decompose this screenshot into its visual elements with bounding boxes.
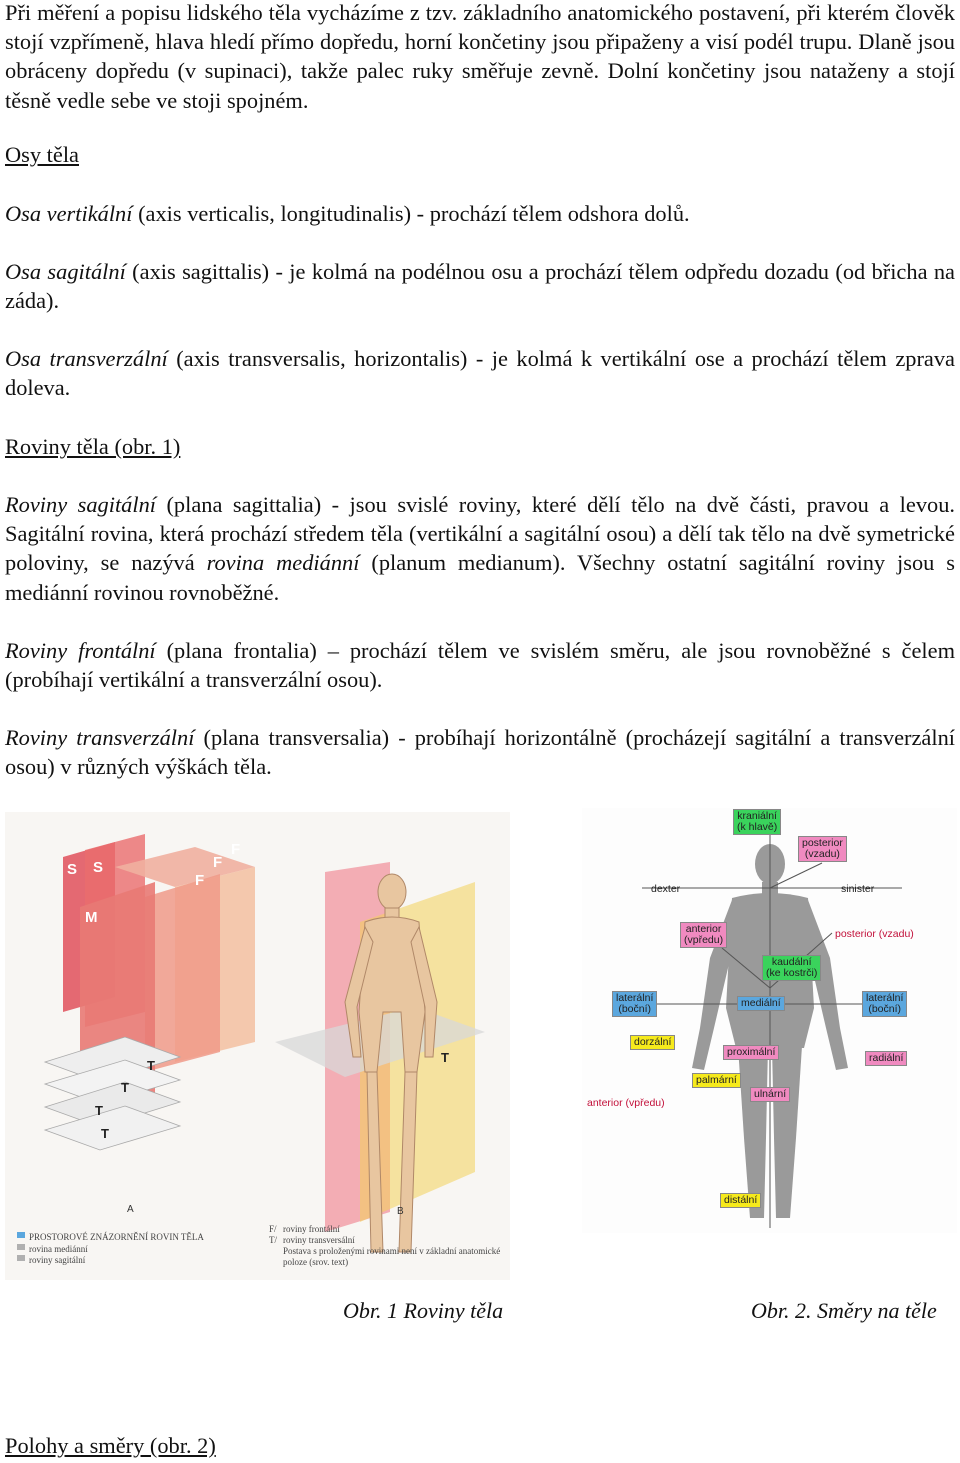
plane-sagittal-text2: (planum medianum). Všechny ostatní sagitální roviny jsou s mediánní rovinou rovnoběžné. [5,550,955,605]
label-dorsal: dorzální [630,1035,675,1050]
label-posterior-side: posterior (vzadu) [835,928,914,940]
letter-s-1: S [67,861,78,878]
label-anterior-bottom: anterior (vpředu) [587,1097,665,1109]
axes-heading [5,140,955,169]
label-posterior-top: posterior (vzadu) [798,836,847,862]
plane-transverse-term: Roviny transverzální [5,725,195,750]
plane-frontal-term: Roviny frontální [5,638,156,663]
legend-sagittal: roviny sagitální [29,1255,86,1265]
axis-sagittal-text: (axis sagittalis) - je kolmá na podélnou osu a prochází tělem odpředu dozadu (od břicha na záda). [5,259,956,314]
plane-sagittal-paragraph [5,490,955,607]
legend-frontal: roviny frontální [283,1224,340,1234]
letter-f-1: F [231,841,241,858]
letter-t-2: T [121,1080,129,1095]
axis-transverse-term: Osa transverzální [5,346,168,371]
axis-vertical-paragraph [5,199,955,228]
axis-sagittal-paragraph [5,257,955,315]
letter-m: M [85,909,98,926]
legend-median: rovina mediánní [29,1244,88,1254]
label-proximal: proximální [723,1045,779,1060]
intro-text: Při měření a popisu lidského těla vycházíme z tzv. základního anatomického postavení, při kterém člověk stojí vzpřímeně, hlava hledí přímo dopředu, horní končetiny jsou připaženy a visí podél trupu. Dlaně jsou obráceny dopředu (v supinaci), takže palec ruky směřuje zevně. Dolní končetiny jsou nataženy a stojí těsně vedle sebe ve stoji spojném. [5,0,955,113]
legend-swatch-2 [17,1244,25,1250]
label-ulnar: ulnární [750,1087,790,1102]
legend-title: PROSTOROVÉ ZNÁZORNĚNÍ ROVIN TĚLA [29,1232,204,1242]
label-caudal: kaudální (ke kostrči) [762,955,821,981]
label-lateral-left: laterální (boční) [612,991,657,1017]
axis-sagittal-term: Osa sagitální [5,259,126,284]
legend-note-2: poloze (srov. text) [283,1257,349,1267]
frontal-plane-2 [145,874,220,1072]
figure-body-directions [582,808,957,1233]
legend-swatch-3 [17,1255,25,1261]
figure-body-planes [5,812,510,1280]
label-dexter: dexter [651,883,681,895]
caption-figure-1: Obr. 1 Roviny těla [343,1298,504,1323]
panel-a-label: A [127,1204,134,1215]
panel-b-label: B [397,1206,404,1217]
planes-heading-text: Roviny těla (obr. 1) [5,434,181,459]
letter-s-2: S [93,859,104,876]
label-radial: radiální [865,1051,907,1066]
plane-frontal-text: (plana frontalia) – prochází tělem ve svislém směru, ale jsou rovnoběžné s čelem (probíhají vertikální a transverzální osou). [5,638,955,693]
body-planes-illustration [5,812,510,1280]
axis-vertical-text: (axis verticalis, longitudinalis) - prochází tělem odshora dolů. [132,201,690,226]
legend-note-1: Postava s proloženými rovinami není v základní anatomické [283,1246,501,1256]
plane-transverse-paragraph [5,723,955,781]
label-distal: distální [720,1193,761,1208]
positions-heading [5,1431,955,1460]
plane-frontal-paragraph [5,636,955,694]
legend-transverse: roviny transversální [283,1235,355,1245]
mark-t: T/ [269,1235,277,1245]
axis-vertical-term: Osa vertikální [5,201,133,226]
intro-paragraph [5,0,955,115]
legend-swatch-1 [17,1232,25,1238]
label-sinister: sinister [841,883,875,895]
letter-t-4: T [101,1126,109,1141]
caption-figure-2: Obr. 2. Směry na těle [751,1298,937,1323]
positions-heading-text: Polohy a směry (obr. 2) [5,1433,216,1458]
plane-sagittal-term: Roviny sagitální [5,492,157,517]
letter-f-3: F [195,872,205,889]
plane-median-term: rovina mediánní [206,550,360,576]
letter-t-1: T [147,1058,155,1073]
label-cranial: kraniální (k hlavě) [733,809,781,835]
planes-heading [5,432,955,461]
label-lateral-right: laterální (boční) [862,991,907,1017]
mark-f: F/ [269,1224,277,1234]
letter-f-2: F [213,854,223,871]
letter-t-5: T [441,1050,449,1065]
axis-transverse-paragraph [5,344,955,402]
axes-heading-text: Osy těla [5,142,79,167]
label-anterior-top: anterior (vpředu) [680,922,727,948]
letter-t-3: T [95,1103,103,1118]
label-palmar: palmární [692,1073,741,1088]
plane-sagittal-text1: (plana sagittalia) - jsou svislé roviny, které dělí tělo na dvě části, pravou a levou. Sagitální rovina, která prochází středem těla (vertikální a sagitální osou) a dělí tak tělo na dvě symetrické poloviny, se nazývá [5,492,956,576]
directions-silhouette [582,808,957,1233]
plane-transverse-text: (plana transversalia) - probíhají horizontálně (procházejí sagitální a transverzální osou) v různých výškách těla. [5,725,956,780]
label-medial: mediální [737,996,785,1011]
axis-transverse-text: (axis transversalis, horizontalis) - je kolmá k vertikální ose a prochází tělem zprava doleva. [5,346,955,401]
